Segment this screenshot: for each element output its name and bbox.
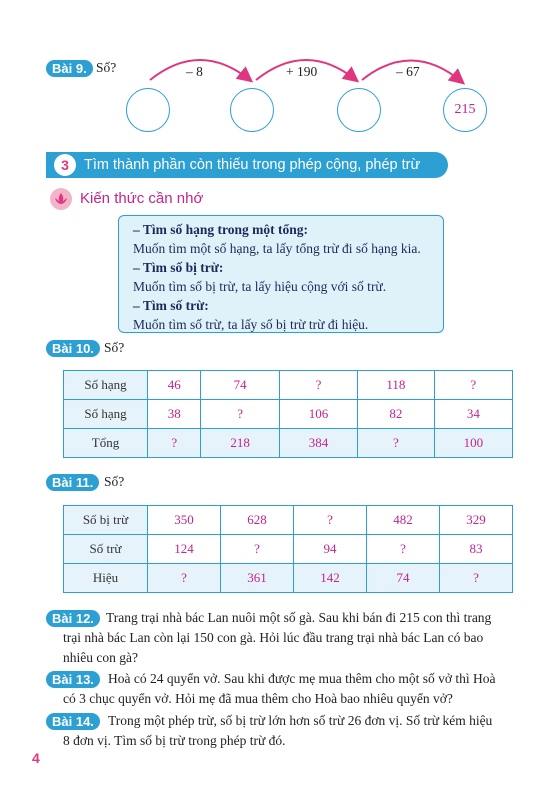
exercise-13-line-1: Hoà có 24 quyển vở. Sau khi được mẹ mua thêm cho một số vở thì Hoà xyxy=(108,671,496,686)
exercise-12-line-1: Trang trại nhà bác Lan nuôi một số gà. Sau khi bán đi 215 con thì trang xyxy=(106,610,492,625)
knowledge-title: Kiến thức cần nhớ xyxy=(80,190,204,207)
exercise-14-badge: Bài 14. xyxy=(46,713,100,730)
rule-heading-1: – Tìm số hạng trong một tổng: xyxy=(133,222,309,237)
table-cell: 34 xyxy=(434,400,512,429)
table-cell: 384 xyxy=(279,429,357,458)
table-cell: 74 xyxy=(201,371,279,400)
table-cell: 118 xyxy=(358,371,435,400)
exercise-9-prompt: Số? xyxy=(96,60,117,75)
table-cell: 350 xyxy=(148,506,221,535)
table-row xyxy=(64,400,513,429)
table-cell[interactable]: ? xyxy=(434,371,512,400)
table-cell: 106 xyxy=(279,400,357,429)
exercise-11-prompt: Số? xyxy=(104,474,125,489)
table-cell: 218 xyxy=(201,429,279,458)
table-row xyxy=(64,371,513,400)
exercise-14-line-1: Trong một phép trừ, số bị trừ lớn hơn số trừ 26 đơn vị. Số trừ kém hiệu xyxy=(108,713,493,728)
section-number: 3 xyxy=(54,154,76,176)
row-label: Số bị trừ xyxy=(64,506,148,535)
exercise-9-badge: Bài 9. xyxy=(46,60,93,77)
table-cell[interactable]: ? xyxy=(294,506,367,535)
table-cell[interactable]: ? xyxy=(221,535,294,564)
table-row xyxy=(64,429,513,458)
table-cell[interactable]: ? xyxy=(201,400,279,429)
lotus-icon xyxy=(50,188,72,210)
row-label: Số hạng xyxy=(64,371,148,400)
table-cell: 142 xyxy=(294,564,367,593)
rule-heading-3: – Tìm số trừ: xyxy=(133,298,209,313)
exercise-13-line-2: có 3 chục quyển vở. Hỏi mẹ đã mua thêm cho Hoà bao nhiêu quyển vở? xyxy=(63,691,453,706)
table-cell: 74 xyxy=(367,564,440,593)
exercise-13-badge: Bài 13. xyxy=(46,671,100,688)
operation-3: – 67 xyxy=(396,64,420,79)
knowledge-box xyxy=(118,215,444,333)
table-cell: 82 xyxy=(358,400,435,429)
exercise-10-prompt: Số? xyxy=(104,340,125,355)
table-cell[interactable]: ? xyxy=(358,429,435,458)
table-row xyxy=(64,535,513,564)
table-cell: 94 xyxy=(294,535,367,564)
exercise-10-table xyxy=(63,370,513,458)
blank-circle-2[interactable] xyxy=(230,88,274,132)
operation-1: – 8 xyxy=(186,64,203,79)
table-cell[interactable]: ? xyxy=(279,371,357,400)
table-cell: 38 xyxy=(148,400,201,429)
exercise-12-line-3: nhiêu con gà? xyxy=(63,650,138,665)
exercise-11-badge: Bài 11. xyxy=(46,474,99,491)
table-cell: 628 xyxy=(221,506,294,535)
row-label: Số trừ xyxy=(64,535,148,564)
exercise-14-line-2: 8 đơn vị. Tìm số bị trừ trong phép trừ đó. xyxy=(63,733,286,748)
table-cell: 361 xyxy=(221,564,294,593)
rule-heading-2: – Tìm số bị trừ: xyxy=(133,260,224,275)
exercise-10-badge: Bài 10. xyxy=(46,340,100,357)
exercise-12-line-2: trại nhà bác Lan còn lại 150 con gà. Hỏi lúc đầu trang trại nhà bác Lan có bao xyxy=(63,630,484,645)
row-label: Tổng xyxy=(64,429,148,458)
page-number: 4 xyxy=(32,750,40,766)
table-cell[interactable]: ? xyxy=(440,564,513,593)
exercise-11-table xyxy=(63,505,513,593)
row-label: Hiệu xyxy=(64,564,148,593)
table-cell: 482 xyxy=(367,506,440,535)
rule-text-3: Muốn tìm số trừ, ta lấy số bị trừ trừ đi hiệu. xyxy=(133,317,369,332)
table-cell[interactable]: ? xyxy=(148,564,221,593)
blank-circle-1[interactable] xyxy=(126,88,170,132)
row-label: Số hạng xyxy=(64,400,148,429)
table-cell: 83 xyxy=(440,535,513,564)
table-row xyxy=(64,564,513,593)
table-cell: 46 xyxy=(148,371,201,400)
exercise-12-badge: Bài 12. xyxy=(46,610,100,627)
table-cell: 124 xyxy=(148,535,221,564)
operation-2: + 190 xyxy=(286,64,318,79)
table-cell: 100 xyxy=(434,429,512,458)
result-circle: 215 xyxy=(443,88,487,132)
rule-text-2: Muốn tìm số bị trừ, ta lấy hiệu cộng với số trừ. xyxy=(133,279,387,294)
table-cell[interactable]: ? xyxy=(367,535,440,564)
section-title: Tìm thành phần còn thiếu trong phép cộng, phép trừ xyxy=(84,157,421,173)
rule-text-1: Muốn tìm một số hạng, ta lấy tổng trừ đi số hạng kia. xyxy=(133,241,421,256)
table-cell: 329 xyxy=(440,506,513,535)
blank-circle-3[interactable] xyxy=(337,88,381,132)
table-row xyxy=(64,506,513,535)
table-cell[interactable]: ? xyxy=(148,429,201,458)
